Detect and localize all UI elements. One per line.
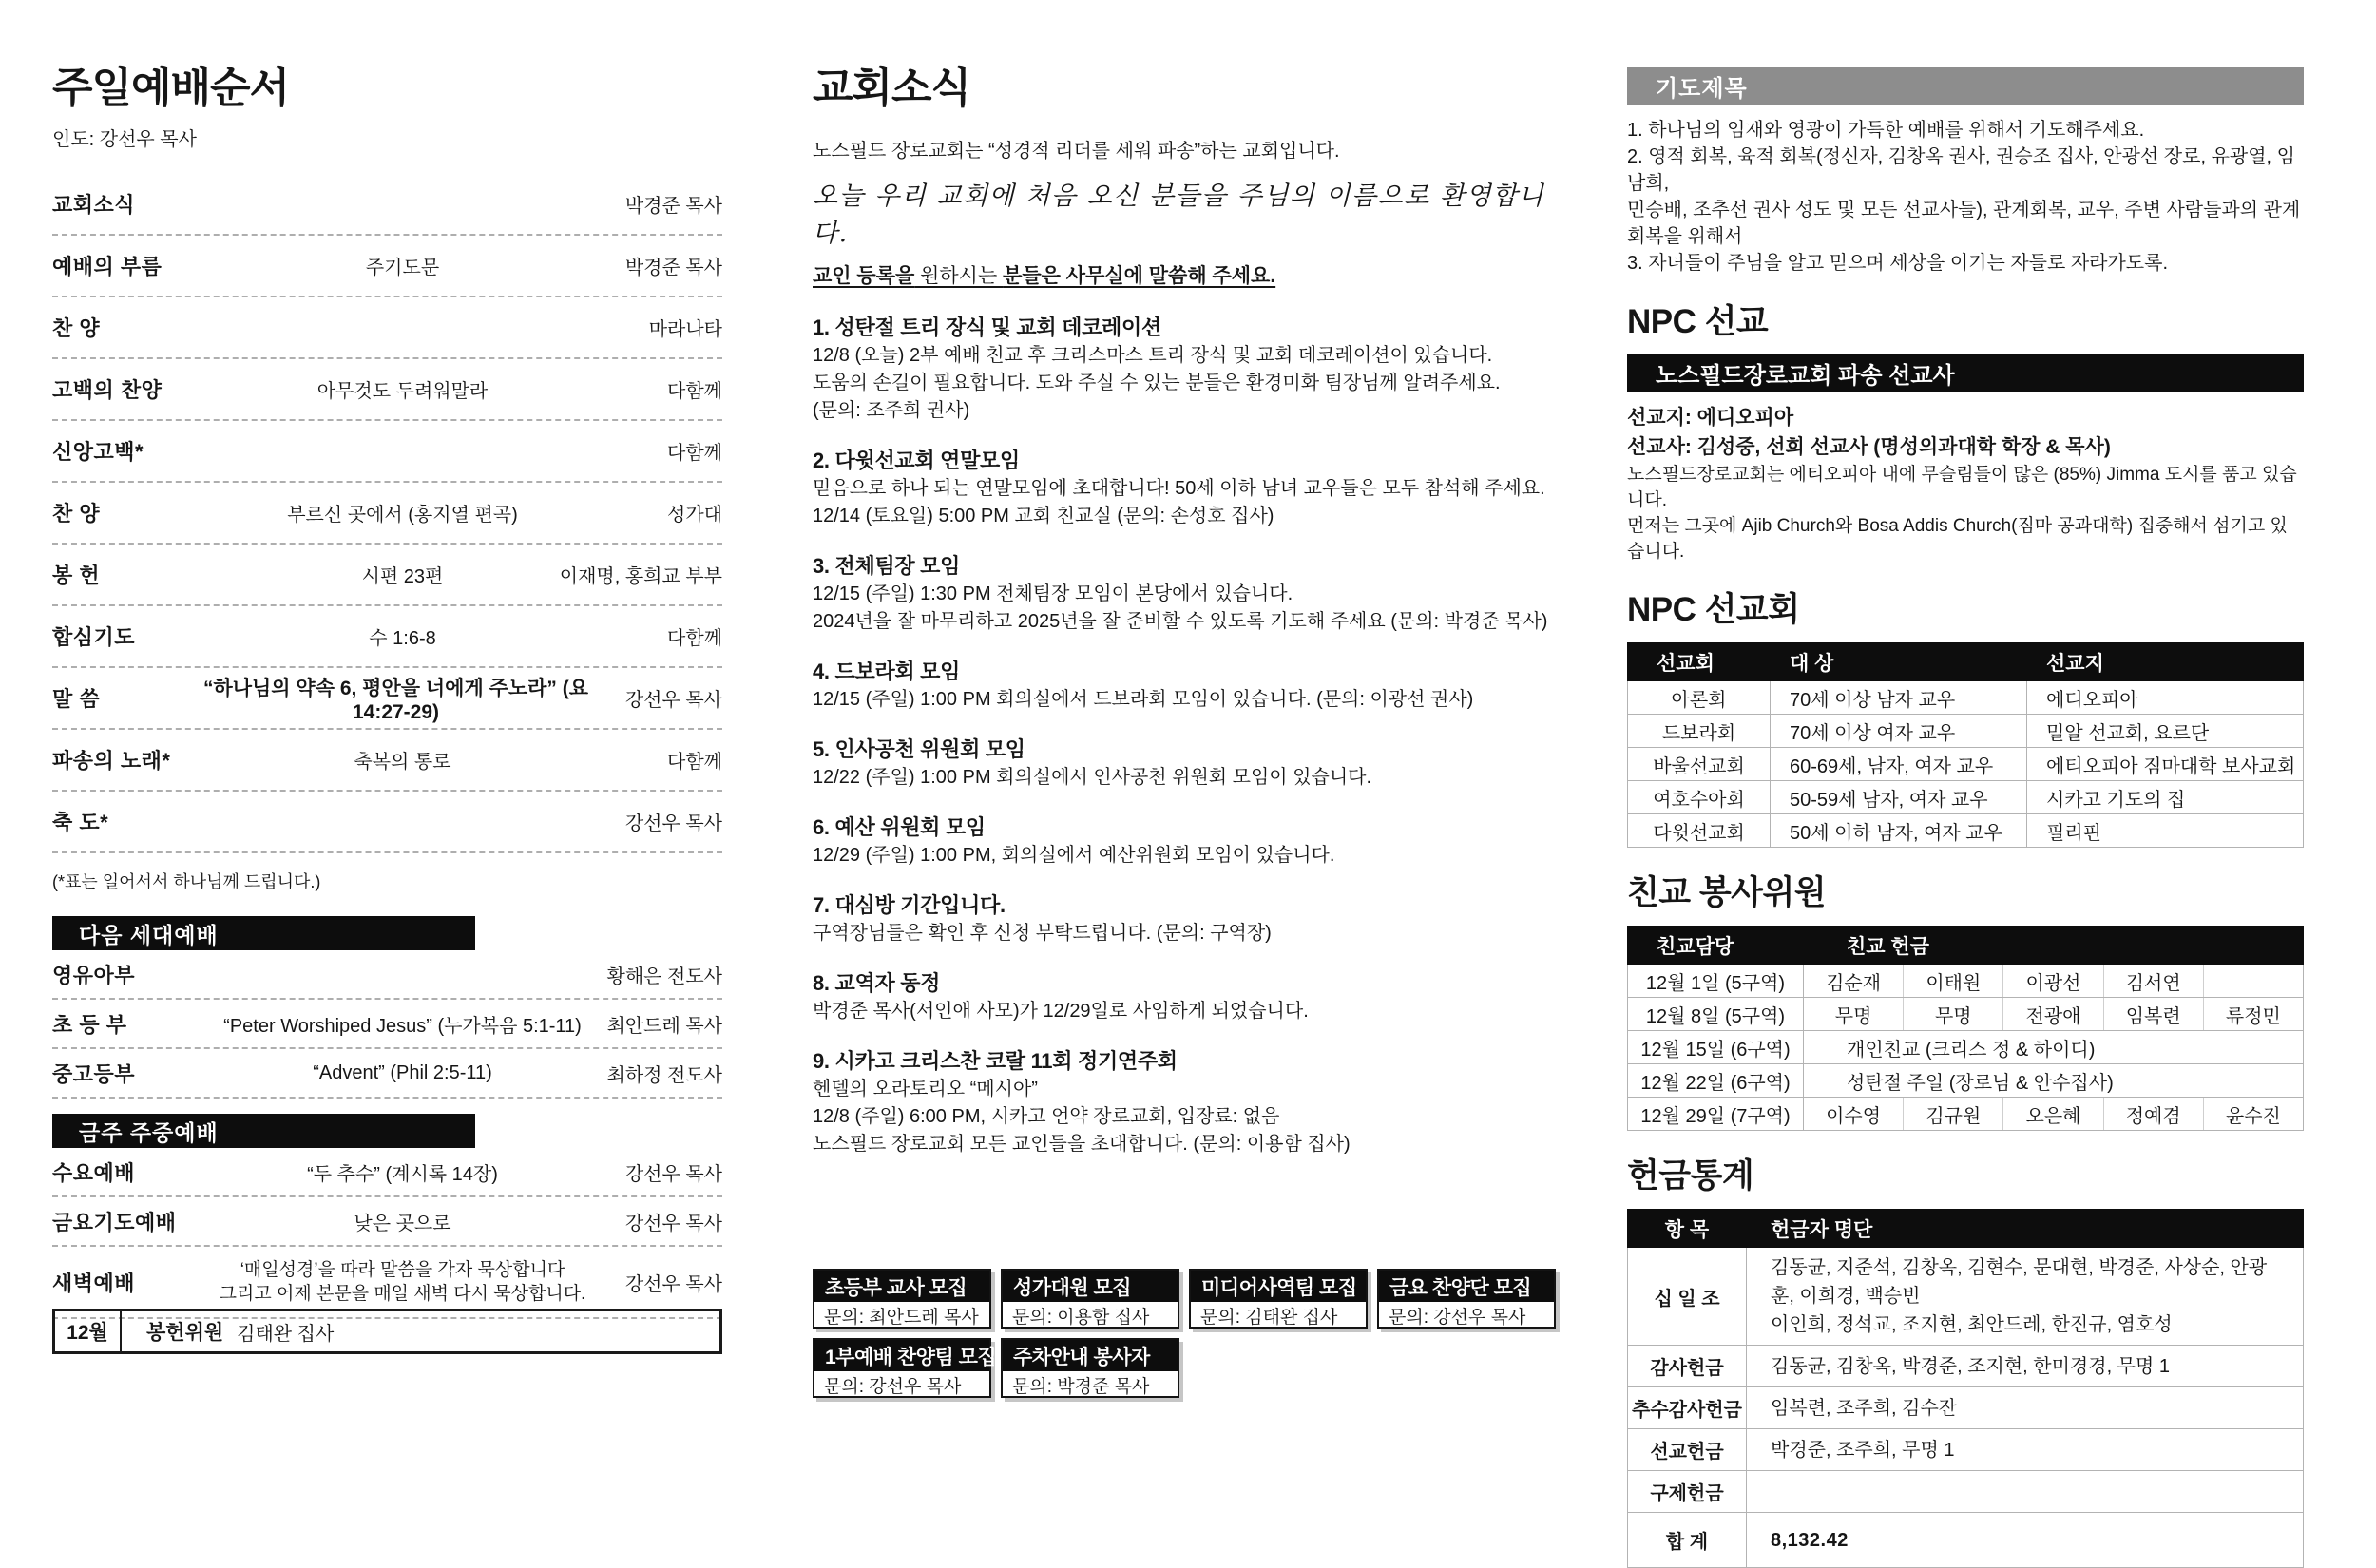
row-person: 마라나타 [648,319,722,341]
npc-mission-title: NPC 선교 [1627,303,1769,340]
midweek-row [52,1197,722,1247]
worship-row-sermon [52,668,722,730]
table-row: 드보라회 70세 이상 여자 교우 밀알 선교회, 요르단 [1628,715,2304,748]
registration-notice [813,260,1573,289]
church-motto: 노스필드 장로교회는 “성경적 리더를 세워 파송”하는 교회입니다. [813,141,1340,163]
worship-order-column [52,67,722,1319]
dawn-line-1: ‘매일성경’을 따라 말씀을 각자 묵상합니다 [240,1260,565,1281]
recruit-box-title: 초등부 교사 모집 [814,1271,989,1302]
row-person: 다함께 [667,752,722,774]
recruit-box-contact: 문의: 강선우 목사 [824,1376,962,1397]
recruit-box-elementary-teachers [813,1269,991,1329]
table-row: 12월 15일 (6구역) 개인친교 (크리스 정 & 하이디) [1628,1031,2304,1064]
row-label: 말 씀 [52,687,101,712]
news-item-line: 12/14 (토요일) 5:00 PM 교회 친교실 (문의: 손성호 집사) [813,506,1274,527]
news-item-line: 구역장님들은 확인 후 신청 부탁드립니다. (문의: 구역장) [813,923,1272,945]
row-person: 최안드레 목사 [606,1015,722,1037]
row-person: 박경준 목사 [624,196,722,218]
fellowship-table [1627,926,2304,1131]
nextgen-rows [52,950,722,1099]
row-label: 합심기도 [52,625,136,650]
news-item-heading: 3. 전체팀장 모임 [813,554,961,579]
news-item-line: 12/15 (주일) 1:00 PM 회의실에서 드보라회 모임이 있습니다. (문의: 이광선 권사) [813,689,1474,711]
table-row: 12월 8일 (5구역) 무명 무명 전광애 임복련 류정민 [1628,998,2304,1031]
mission-society-table [1627,642,2304,848]
news-item-heading: 7. 대심방 기간입니다. [813,893,1006,918]
table-header-row [1628,643,2304,681]
row-center: 주기도문 [365,258,440,279]
news-item-line: 12/8 (오늘) 2부 예배 친교 후 크리스마스 트리 장식 및 교회 데코레이션이 있습니다. [813,345,1493,367]
col-header-society: 선교회 [1628,643,1771,681]
row-label: 초 등 부 [52,1012,127,1037]
news-item-line: 믿음으로 하나 되는 연말모임에 초대합니다! 50세 이하 남녀 교우들은 모두 참석해 주세요. [813,478,1545,500]
row-center: 시편 23편 [361,566,444,588]
table-row: 12월 22일 (6구역) 성탄절 주일 (장로님 & 안수집사) [1628,1064,2304,1098]
table-header-row [1628,927,2304,965]
row-person: 강선우 목사 [624,813,722,835]
row-center: 부르신 곳에서 (홍지열 편곡) [287,505,518,526]
mission-desc-line: 노스필드장로교회는 에티오피아 내에 무슬림들이 많은 (85%) Jimma 도시를 품고 있습니다. [1627,465,2297,510]
news-item-4 [813,658,1573,714]
worship-row [52,483,722,545]
news-item-heading: 1. 성탄절 트리 장식 및 교회 데코레이션 [813,316,1161,340]
prayer-line: 민승배, 조추선 권사 성도 및 모든 선교사들), 관계회복, 교우, 주변 사람들과의 관계 회복을 위해서 [1627,200,2301,247]
news-item-line: 12/29 (주일) 1:00 PM, 회의실에서 예산위원회 모임이 있습니다. [813,845,1335,867]
news-item-line: 12/22 (주일) 1:00 PM 회의실에서 인사공천 위원회 모임이 있습니다. [813,767,1372,789]
row-label: 찬 양 [52,316,101,341]
row-center: 낮은 곳으로 [354,1213,451,1234]
row-label: 파송의 노래* [52,749,171,774]
nextgen-row [52,1049,722,1099]
news-item-2 [813,447,1573,530]
row-person: 강선우 목사 [624,1273,722,1295]
table-row-thanksgiving: 감사헌금 김동균, 김창옥, 박경준, 조지현, 한미경경, 무명 1 [1628,1346,2304,1387]
register-bold-1: 교인 등록을 [813,265,915,288]
offering-person: 김태완 집사 [237,1323,335,1345]
nextgen-row [52,950,722,1000]
prayer-line: 1. 하나님의 임재와 영광이 가득한 예배를 위해서 기도해주세요. [1627,120,2145,141]
sent-missionary-header-bar: 노스필드장로교회 파송 선교사 [1627,354,2304,392]
register-regular: 원하시는 [914,265,1004,288]
row-label: 수요예배 [52,1160,136,1185]
row-person: 황해은 전도사 [606,966,722,987]
col-header-fellowship-duty: 친교담당 [1628,927,1804,965]
recruit-box-title: 금요 찬양단 모집 [1379,1271,1554,1302]
tithe-donors-line: 이인희, 정석교, 조지현, 최안드레, 한진규, 염호성 [1771,1314,2173,1335]
recruit-box-first-service-praise-team [813,1338,997,1398]
table-row-total: 합 계 8,132.42 [1628,1513,2304,1568]
nextgen-row [52,1000,722,1049]
offering-stats-title: 헌금통계 [1627,1157,1754,1195]
handwritten-welcome: 오늘 우리 교회에 처음 오신 분들을 주님의 이름으로 환영합니다. [813,182,1545,249]
midweek-rows [52,1148,722,1319]
row-label: 축 도* [52,811,109,835]
recruit-box-contact: 문의: 이용함 집사 [1012,1307,1150,1328]
worship-row [52,236,722,297]
worship-row [52,730,722,792]
news-item-8 [813,969,1573,1025]
fellowship-committee-title: 친교 봉사위원 [1627,874,1827,911]
npc-society-title: NPC 선교회 [1627,591,1800,628]
table-row-tithe: 십 일 조 김동균, 지준석, 김창옥, 김현수, 문대현, 박경준, 사상순, 안광훈, 이희경, 백승빈 이인희, 정석교, 조지현, 최안드레, 한진규, 염호성 [1628,1248,2304,1346]
dawn-line-2: 그리고 어제 본문을 매일 새벽 다시 묵상합니다. [219,1284,586,1305]
standing-footnote: (*표는 일어서서 하나님께 드립니다.) [52,872,321,892]
table-row-harvest: 추수감사헌금 임복련, 조주희, 김수잔 [1628,1387,2304,1429]
midweek-header-bar: 금주 주중예배 [52,1114,475,1148]
col-header-target: 대 상 [1771,643,2027,681]
tithe-donors-line: 김동균, 지준석, 김창옥, 김현수, 문대현, 박경준, 사상순, 안광훈, 이희경, 백승빈 [1771,1257,2268,1307]
worship-row [52,174,722,236]
col-header-item: 항 목 [1628,1210,1747,1248]
prayer-topics-header: 기도제목 [1627,67,2304,105]
recruit-box-title: 1부예배 찬양팀 모집 [814,1340,989,1371]
sermon-title: “하나님의 약속 6, 평안을 너에게 주노라” (요 14:27-29) [202,677,589,723]
row-person: 최하정 전도사 [606,1064,722,1086]
worship-row [52,545,722,606]
recruit-box-friday-praise-team [1377,1269,1556,1329]
worship-row [52,421,722,483]
midweek-row [52,1148,722,1197]
table-row: 바울선교회 60-69세, 남자, 여자 교우 에티오피아 짐마대학 보사교회 [1628,748,2304,781]
row-label: 찬 양 [52,502,101,526]
missionary-info [1627,403,2304,564]
news-item-heading: 9. 시카고 크리스찬 코랄 11회 정기연주회 [813,1049,1178,1074]
row-label: 신앙고백* [52,440,144,465]
news-item-heading: 6. 예산 위원회 모임 [813,815,986,840]
news-item-line: 2024년을 잘 마무리하고 2025년을 잘 준비할 수 있도록 기도해 주세요 (문의: 박경준 목사) [813,611,1548,633]
recruit-box-contact: 문의: 최안드레 목사 [824,1307,979,1328]
row-person: 다함께 [667,443,722,465]
table-row-mission-offering: 선교헌금 박경준, 조주희, 무명 1 [1628,1429,2304,1471]
news-item-heading: 2. 다윗선교회 연말모임 [813,449,1020,473]
news-item-9 [813,1047,1573,1158]
register-bold-2: 분들은 사무실에 말씀해 주세요. [1003,265,1276,288]
row-center: 아무것도 두려워말라 [316,381,489,403]
row-person: 성가대 [667,505,722,526]
church-news-title: 교회소식 [813,65,971,111]
row-center: “Peter Worshiped Jesus” (누가복음 5:1-11) [223,1015,582,1037]
news-items [813,314,1573,1158]
table-row-relief: 구제헌금 [1628,1471,2304,1513]
worship-row [52,792,722,853]
row-label: 영유아부 [52,963,136,987]
worship-leader: 인도: 강선우 목사 [52,129,197,151]
news-item-line: 도움의 손길이 필요합니다. 도와 주실 수 있는 분들은 환경미화 팀장님께 알려주세요. [813,373,1501,394]
recruit-box-title: 미디어사역팀 모집 [1191,1271,1366,1302]
table-row: 여호수아회 50-59세 남자, 여자 교우 시카고 기도의 집 [1628,781,2304,814]
recruit-box-title: 주차안내 봉사자 [1003,1340,1178,1371]
table-row: 12월 1일 (5구역) 김순재 이태원 이광선 김서연 [1628,965,2304,998]
news-item-heading: 5. 인사공천 위원회 모임 [813,737,1025,762]
recruit-box-contact: 문의: 김태완 집사 [1200,1307,1338,1328]
worship-order-title: 주일예배순서 [52,65,290,111]
row-person: 박경준 목사 [624,258,722,279]
recruit-box-contact: 문의: 박경준 목사 [1012,1376,1150,1397]
row-person: 이재명, 홍희교 부부 [559,566,722,588]
table-row: 아론회 70세 이상 남자 교우 에디오피아 [1628,681,2304,715]
row-label: 새벽예배 [52,1271,136,1295]
row-label: 금요기도예배 [52,1210,177,1234]
row-label: 예배의 부름 [52,255,163,279]
offering-month: 12월 [55,1311,122,1351]
recruit-box-choir-members [1001,1269,1179,1329]
news-item-line: 12/8 (주일) 6:00 PM, 시카고 언약 장로교회, 입장료: 없음 [813,1106,1280,1128]
mission-field: 선교지: 에디오피아 [1627,407,1794,429]
worship-rows [52,174,722,853]
col-header-donors: 헌금자 명단 [1747,1210,2304,1248]
table-row: 12월 29일 (7구역) 이수영 김규원 오은혜 정예겸 윤수진 [1628,1098,2304,1131]
missionary-name: 선교사: 김성중, 선희 선교사 (명성의과대학 학장 & 목사) [1627,436,2111,458]
row-center: 축복의 통로 [354,752,451,774]
offering-role: 봉헌위원 [146,1322,224,1344]
total-amount: 8,132.42 [1747,1513,2304,1568]
news-item-line: 노스필드 장로교회 모든 교인들을 초대합니다. (문의: 이용함 집사) [813,1134,1351,1156]
recruitment-boxes [813,1269,1573,1398]
news-item-5 [813,736,1573,792]
row-label: 고백의 찬양 [52,378,163,403]
church-news-column [813,67,1573,1180]
worship-row [52,606,722,668]
news-item-heading: 4. 드보라회 모임 [813,660,961,684]
col-header-field: 선교지 [2027,643,2304,681]
row-label: 봉 헌 [52,564,101,588]
prayer-line: 3. 자녀들이 주님을 알고 믿으며 세상을 이기는 자들로 자라가도록. [1627,253,2169,274]
news-item-heading: 8. 교역자 동정 [813,971,941,996]
worship-row [52,297,722,359]
news-item-7 [813,891,1573,947]
news-item-6 [813,813,1573,870]
row-center: 수 1:6-8 [369,628,436,650]
prayer-topics [1627,117,2304,277]
news-item-line: (문의: 조주희 권사) [813,400,970,422]
table-row: 다윗선교회 50세 이하 남자, 여자 교우 필리핀 [1628,814,2304,848]
news-item-3 [813,552,1573,636]
col-header-fellowship-offering: 친교 헌금 [1804,927,2304,965]
row-label: 중고등부 [52,1061,136,1086]
recruit-box-media-team [1189,1269,1368,1329]
table-header-row [1628,1210,2304,1248]
row-center: “Advent” (Phil 2:5-11) [313,1061,492,1083]
recruit-box-title: 성가대원 모집 [1003,1271,1178,1302]
recruit-box-contact: 문의: 강선우 목사 [1389,1307,1526,1328]
row-person: 강선우 목사 [624,1163,722,1185]
prayer-line: 2. 영적 회복, 육적 회복(정신자, 김창옥 권사, 권승조 집사, 안광선 장로, 유광열, 임남희, [1627,146,2295,194]
worship-row [52,359,722,421]
row-center: “두 추수” (계시록 14장) [307,1163,498,1185]
nextgen-header-bar: 다음 세대예배 [52,916,475,950]
row-person: 강선우 목사 [624,690,722,712]
mission-desc-line: 먼저는 그곳에 Ajib Church와 Bosa Addis Church(짐마 공과대학) 집중해서 섬기고 있습니다. [1627,516,2288,562]
row-person: 강선우 목사 [624,1213,722,1234]
monthly-offering-committee-box [52,1309,722,1354]
news-item-line: 박경준 목사(서인애 사모)가 12/29일로 사임하게 되었습니다. [813,1001,1309,1023]
recruit-box-parking-volunteers [1001,1338,1179,1398]
row-person: 다함께 [667,628,722,650]
news-item-line: 헨델의 오라토리오 “메시아” [813,1079,1038,1100]
offering-stats-table [1627,1209,2304,1568]
news-item-1 [813,314,1573,425]
missions-column [1627,67,2304,1568]
news-item-line: 12/15 (주일) 1:30 PM 전체팀장 모임이 본당에서 있습니다. [813,583,1293,605]
row-label: 교회소식 [52,193,136,218]
offering-info [122,1311,334,1351]
row-person: 다함께 [667,381,722,403]
